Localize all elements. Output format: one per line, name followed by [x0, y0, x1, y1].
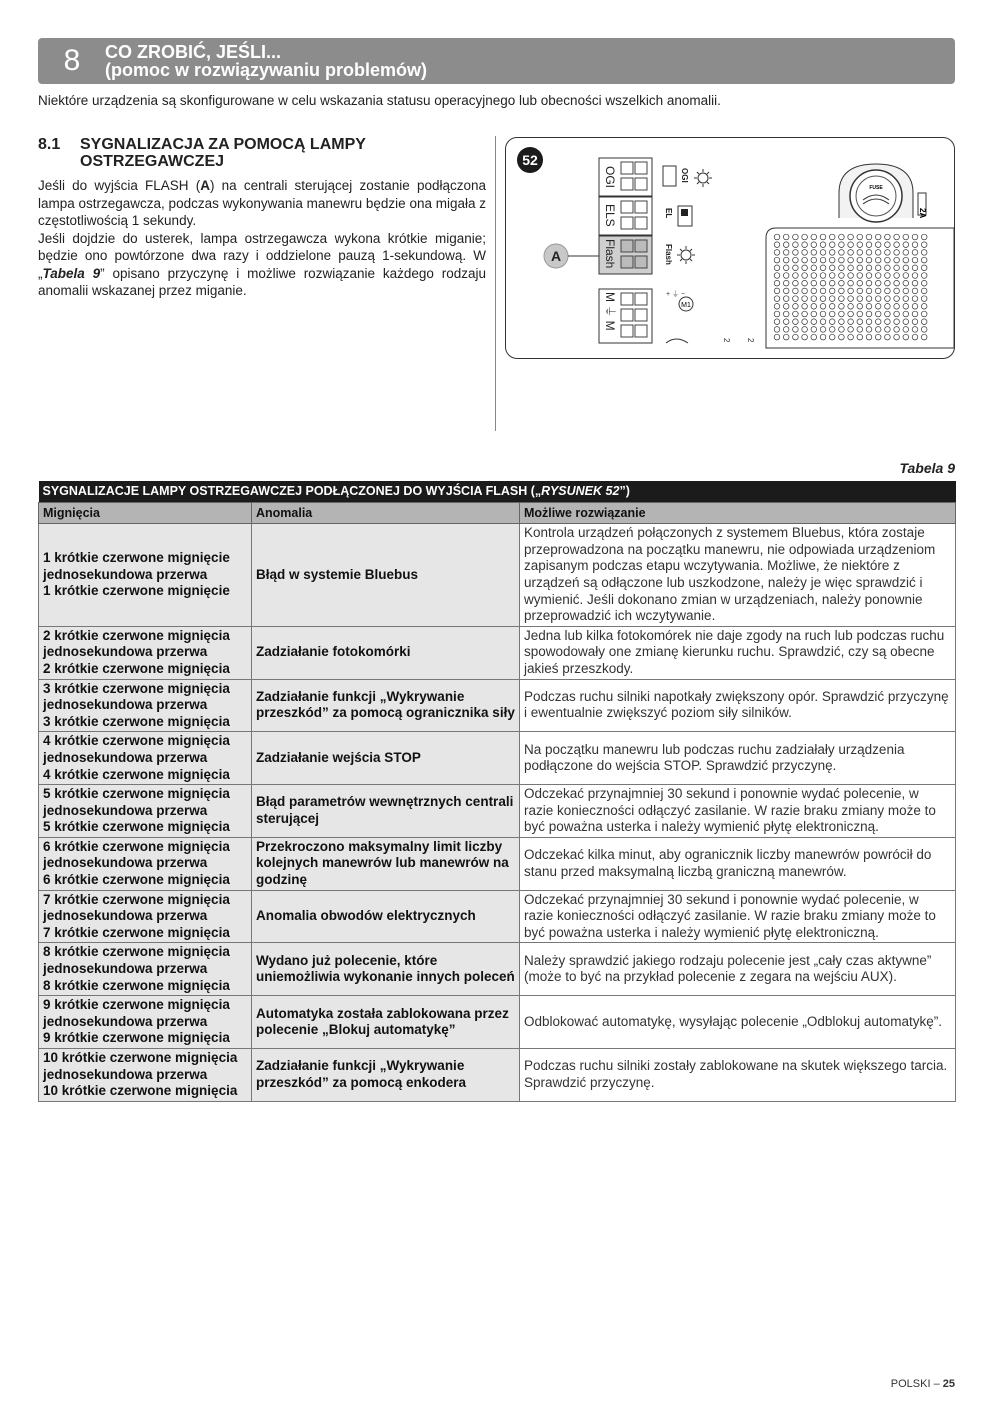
cell-solution: Podczas ruchu silniki zostały zablokowane na skutek większego tarcia. Sprawdzić przyczynę.: [520, 1049, 956, 1102]
pin-number-2a: 2: [722, 338, 731, 343]
section-title-line1: CO ZROBIĆ, JEŚLI...: [105, 42, 282, 62]
blink-line: 1 krótkie czerwone mignięcie: [43, 550, 230, 566]
blink-line: 8 krótkie czerwone mignięcia: [43, 944, 230, 960]
blink-line: 8 krótkie czerwone mignięcia: [43, 977, 230, 993]
lamp-icon-flash: [677, 246, 695, 264]
figure-number: 52: [522, 152, 538, 168]
lamp-icon-ogi: [694, 169, 712, 187]
cell-anomaly: Błąd w systemie Bluebus: [252, 524, 520, 627]
paragraph-1: [38, 177, 486, 230]
cell-anomaly: Zadziałanie funkcji „Wykrywanie przeszkód” za pomocą enkodera: [252, 1049, 520, 1102]
table-row: [39, 890, 956, 943]
page-number: 25: [942, 1378, 955, 1390]
terminal-label-ogi: OGI: [603, 166, 617, 189]
terminal-block-ogi: [599, 158, 652, 196]
blink-line: jednosekundowa przerwa: [43, 802, 208, 818]
blink-line: jednosekundowa przerwa: [43, 566, 208, 582]
cell-solution: Odczekać przynajmniej 30 sekund i ponownie wydać polecenie, w razie konieczności odłączyć zasilanie. W razie braku zmiany może to być poważna usterka i należy wymienić płytę elektroniczną.: [520, 785, 956, 838]
subsection-number: 8.1: [38, 136, 61, 153]
col-header-solution: Możliwe rozwiązanie: [520, 502, 956, 524]
cell-solution: Podczas ruchu silniki napotkały zwiększony opór. Sprawdzić przyczynę i ewentualnie zwiększyć poziom siły silników.: [520, 679, 956, 732]
pin-number-2b: 2: [746, 338, 755, 343]
blink-line: 5 krótkie czerwone mignięcia: [43, 786, 230, 802]
cell-anomaly: Anomalia obwodów elektrycznych: [252, 890, 520, 943]
table-row: [39, 732, 956, 785]
subsection-body: [38, 177, 486, 300]
blink-line: 7 krótkie czerwone mignięcia: [43, 891, 230, 907]
cell-blinks: [39, 524, 252, 627]
terminal-label-els: ELS: [603, 204, 617, 227]
subsection-title-line2: OSTRZEGAWCZEJ: [80, 153, 225, 170]
cell-blinks: [39, 626, 252, 679]
section-header: [38, 38, 955, 84]
ogi-led: [663, 166, 676, 186]
table-9: [38, 481, 956, 1102]
cell-blinks: [39, 1049, 252, 1102]
blink-line: 6 krótkie czerwone mignięcia: [43, 838, 230, 854]
table-row: [39, 679, 956, 732]
blink-line: jednosekundowa przerwa: [43, 961, 208, 977]
fuse-label: FUSE: [869, 185, 883, 191]
p2-text-c: ” opisano przyczynę i możliwe rozwiązanie każdego rodzaju anomalii wskazanej przez miganie.: [38, 265, 486, 298]
side-label-els: EL: [664, 208, 673, 219]
cell-blinks: [39, 943, 252, 996]
blink-line: 1 krótkie czerwone mignięcie: [43, 583, 230, 599]
section-title-line2: (pomoc w rozwiązywaniu problemów): [105, 60, 428, 80]
cell-anomaly: Wydano już polecenie, które uniemożliwia wykonanie innych poleceń: [252, 943, 520, 996]
cell-solution: Odczekać kilka minut, aby ogranicznik liczby manewrów powrócił do stanu przed maksymalną liczbą graniczną manewrów.: [520, 837, 956, 890]
col-header-blinks: Mignięcia: [39, 502, 252, 524]
cell-solution: Jedna lub kilka fotokomórek nie daje zgody na ruch lub podczas ruchu spowodowały one zmianę kierunku ruchu. Sprawdzić, czy są obecne jakieś przeszkody.: [520, 626, 956, 679]
cell-blinks: [39, 732, 252, 785]
cell-solution: Odblokować automatykę, wysyłając polecenie „Odblokuj automatykę”.: [520, 996, 956, 1049]
cell-solution: Należy sprawdzić jakiego rodzaju polecenie jest „cały czas aktywne” (może to być na przykład polecenie z zegara na wejściu AUX).: [520, 943, 956, 996]
p1-text-a: Jeśli do wyjścia FLASH (: [38, 178, 201, 193]
p1-callout: A: [200, 178, 210, 193]
antenna-trace: [666, 339, 688, 343]
side-label-ogi: OGI: [680, 168, 689, 183]
terminal-block-motor: [599, 289, 652, 343]
cell-solution: Odczekać przynajmniej 30 sekund i ponownie wydać polecenie, w razie konieczności odłączyć zasilanie. W razie braku zmiany może to być poważna usterka i należy wymienić płytę elektroniczną.: [520, 890, 956, 943]
cell-anomaly: Zadziałanie fotokomórki: [252, 626, 520, 679]
cell-blinks: [39, 837, 252, 890]
side-label-flash: Flash: [664, 244, 673, 265]
blink-line: 9 krótkie czerwone mignięcia: [43, 997, 230, 1013]
column-divider: [495, 136, 496, 431]
cell-anomaly: Zadziałanie funkcji „Wykrywanie przeszkód” za pomocą ogranicznika siły: [252, 679, 520, 732]
blink-line: jednosekundowa przerwa: [43, 908, 208, 924]
section-title: [105, 43, 427, 79]
table-row: [39, 996, 956, 1049]
p2-text-a: Jeśli dojdzie do usterek, lampa ostrzegawcza wykona krótkie miganie; będzie ono powtórzone dwa razy i oddzielone pauzą 1-sekundową. W „: [38, 230, 486, 281]
cell-anomaly: Błąd parametrów wewnętrznych centrali sterującej: [252, 785, 520, 838]
subsection-title-line1: SYGNALIZACJA ZA POMOCĄ LAMPY: [80, 136, 366, 153]
col-header-anomaly: Anomalia: [252, 502, 520, 524]
table-row: [39, 626, 956, 679]
table-row: [39, 943, 956, 996]
table-row: [39, 837, 956, 890]
figure-52: [505, 137, 955, 359]
table-caption: Tabela 9: [899, 460, 955, 476]
motor-polarity-marks: + ⏚ −: [666, 291, 686, 298]
p1-text-c: ) na centrali sterującej zostanie podłączona lampa ostrzegawcza, podczas wykonywania manewru będzie ona migała z częstotliwością 1 sekundy.: [38, 178, 486, 228]
intro-text: Niektóre urządzenia są skonfigurowane w celu wskazania statusu operacyjnego lub obecności wszelkich anomalii.: [38, 93, 721, 108]
motor-icon: [679, 297, 693, 311]
blink-line: 10 krótkie czerwone mignięcia: [43, 1083, 238, 1099]
terminal-label-motor: M ⏚ M: [603, 292, 617, 331]
terminal-block-els: [599, 197, 652, 235]
section-number: 8: [63, 44, 81, 77]
blink-line: 2 krótkie czerwone mignięcia: [43, 627, 230, 643]
svg-text:M1: M1: [681, 302, 691, 309]
blink-line: 5 krótkie czerwone mignięcia: [43, 819, 230, 835]
blink-line: 9 krótkie czerwone mignięcia: [43, 1030, 230, 1046]
paragraph-2: [38, 230, 486, 300]
blink-line: jednosekundowa przerwa: [43, 1013, 208, 1029]
blink-line: 3 krótkie czerwone mignięcia: [43, 680, 230, 696]
blink-line: 3 krótkie czerwone mignięcia: [43, 713, 230, 729]
fuse-rating: 2A: [918, 208, 927, 219]
blink-line: jednosekundowa przerwa: [43, 1066, 208, 1082]
blink-line: 4 krótkie czerwone mignięcia: [43, 733, 230, 749]
table-row: [39, 524, 956, 627]
cell-solution: Kontrola urządzeń połączonych z systemem Bluebus, która zostaje przeprowadzona na początku manewru, nie odpowiada urządzeniom zapisanym podczas etapu wczytywania. Możliwe, że niektóre z urządzeń są odłączone lub uszkodzone, należy je więc sprawdzić i wymienić. Jeśli dokonano zmian w urządzeniach, należy ponownie przeprowadzić ich wczytywanie.: [520, 524, 956, 627]
table-row: [39, 785, 956, 838]
page-footer: POLSKI – 25: [890, 1378, 955, 1390]
blink-line: 7 krótkie czerwone mignięcia: [43, 924, 230, 940]
subsection-title: [38, 136, 488, 170]
cell-blinks: [39, 996, 252, 1049]
table-row: [39, 1049, 956, 1102]
control-board-illustration: [506, 138, 954, 358]
blink-line: 4 krótkie czerwone mignięcia: [43, 766, 230, 782]
cell-anomaly: Przekroczono maksymalny limit liczby kolejnych manewrów lub manewrów na godzinę: [252, 837, 520, 890]
cell-blinks: [39, 679, 252, 732]
cell-anomaly: Zadziałanie wejścia STOP: [252, 732, 520, 785]
cell-solution: Na początku manewru lub podczas ruchu zadziałały urządzenia podłączone do wejścia STOP. Sprawdzić przyczynę.: [520, 732, 956, 785]
blink-line: 2 krótkie czerwone mignięcia: [43, 660, 230, 676]
blink-line: jednosekundowa przerwa: [43, 855, 208, 871]
table-title: SYGNALIZACJE LAMPY OSTRZEGAWCZEJ PODŁĄCZONEJ DO WYJŚCIA FLASH („RYSUNEK 52”): [39, 481, 956, 502]
blink-line: jednosekundowa przerwa: [43, 644, 208, 660]
terminal-label-flash: Flash: [603, 239, 617, 269]
blink-line: 6 krótkie czerwone mignięcia: [43, 872, 230, 888]
cell-anomaly: Automatyka została zablokowana przez polecenie „Blokuj automatykę”: [252, 996, 520, 1049]
p2-table-ref: Tabela 9: [42, 265, 101, 281]
blink-line: jednosekundowa przerwa: [43, 697, 208, 713]
blink-line: jednosekundowa przerwa: [43, 749, 208, 765]
fuse-holder: [839, 164, 913, 222]
cell-blinks: [39, 785, 252, 838]
callout-a: A: [550, 248, 562, 264]
terminal-block-flash: [599, 236, 652, 274]
cell-blinks: [39, 890, 252, 943]
blink-line: 10 krótkie czerwone mignięcia: [43, 1050, 238, 1065]
